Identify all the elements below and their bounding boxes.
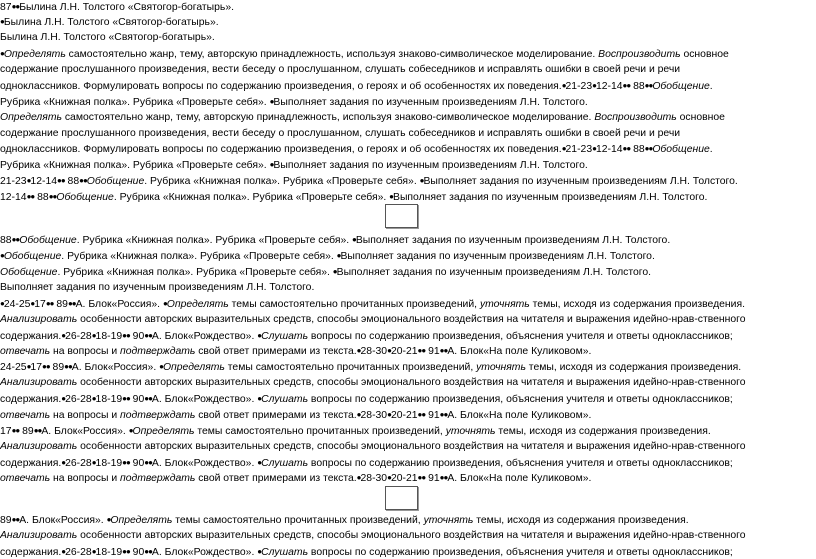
image-placeholder-box [385, 486, 418, 510]
text-line: одноклассников. Формулировать вопросы по содержанию произведения, о героях и об особенностях их поведения.●21-23●12-14●● 88●●Обобщение. [0, 144, 713, 155]
text-line: Анализировать особенности авторских выразительных средств, способы эмоционального воздействия на читателя и выражения идейно-нрав-ственного [0, 314, 746, 325]
text-line: содержания.●26-28●18-19●● 90●●А. Блок«Рождество». ●Слушать вопросы по содержанию произведения, объяснения учителя и ответы одноклассников; [0, 394, 733, 405]
text-line: Определять самостоятельно жанр, тему, авторскую принадлежность, используя знаково-символическое моделирование. Воспроизводить основное [0, 112, 725, 123]
text-line: содержания.●26-28●18-19●● 90●●А. Блок«Рождество». ●Слушать вопросы по содержанию произведения, объяснения учителя и ответы одноклассников; [0, 547, 733, 558]
text-line: Анализировать особенности авторских выразительных средств, способы эмоционального воздействия на читателя и выражения идейно-нрав-ственного [0, 530, 746, 541]
text-line: Рубрика «Книжная полка». Рубрика «Проверьте себя». ●Выполняет задания по изученным произведениям Л.Н. Толстого. [0, 97, 588, 108]
text-line: содержания.●26-28●18-19●● 90●●А. Блок«Рождество». ●Слушать вопросы по содержанию произведения, объяснения учителя и ответы одноклассников; [0, 331, 733, 342]
text-line: отвечать на вопросы и подтверждать свой ответ примерами из текста.●28-30●20-21●● 91●●А. Блок«На поле Куликовом». [0, 410, 592, 421]
text-line: содержание прослушанного произведения, вести беседу о прослушанном, слушать собеседников и исправлять ошибки в своей речи и речи [0, 64, 681, 75]
text-line: отвечать на вопросы и подтверждать свой ответ примерами из текста.●28-30●20-21●● 91●●А. Блок«На поле Куликовом». [0, 473, 592, 484]
text-line: отвечать на вопросы и подтверждать свой ответ примерами из текста.●28-30●20-21●● 91●●А. Блок«На поле Куликовом». [0, 346, 592, 357]
text-line: 88●●Обобщение. Рубрика «Книжная полка». Рубрика «Проверьте себя». ●Выполняет задания по изученным произведениям Л.Н. Толстого. [0, 235, 671, 246]
text-line: 87●●Былина Л.Н. Толстого «Святогор-богатырь». [0, 2, 235, 13]
text-line: Рубрика «Книжная полка». Рубрика «Проверьте себя». ●Выполняет задания по изученным произведениям Л.Н. Толстого. [0, 160, 588, 171]
text-line: одноклассников. Формулировать вопросы по содержанию произведения, о героях и об особенностях их поведения.●21-23●12-14●● 88●●Обобщение. [0, 81, 713, 92]
text-line: 17●● 89●●А. Блок«Россия». ●Определять темы самостоятельно прочитанных произведений, уточнять темы, исходя из содержания произведения. [0, 426, 711, 437]
text-line: содержания.●26-28●18-19●● 90●●А. Блок«Рождество». ●Слушать вопросы по содержанию произведения, объяснения учителя и ответы одноклассников; [0, 458, 733, 469]
text-line: ●Обобщение. Рубрика «Книжная полка». Рубрика «Проверьте себя». ●Выполняет задания по изученным произведениям Л.Н. Толстого. [0, 251, 655, 262]
text-line: 24-25●17●● 89●●А. Блок«Россия». ●Определять темы самостоятельно прочитанных произведений, уточнять темы, исходя из содержания произведения. [0, 362, 742, 373]
text-line: Обобщение. Рубрика «Книжная полка». Рубрика «Проверьте себя». ●Выполняет задания по изученным произведениям Л.Н. Толстого. [0, 267, 651, 278]
text-line: Выполняет задания по изученным произведениям Л.Н. Толстого. [0, 282, 315, 293]
text-line: ●Определять самостоятельно жанр, тему, авторскую принадлежность, используя знаково-символическое моделирование. Воспроизводить основное [0, 49, 729, 60]
text-line: 21-23●12-14●● 88●●Обобщение. Рубрика «Книжная полка». Рубрика «Проверьте себя». ●Выполняет задания по изученным произведениям Л.Н. Толстого. [0, 176, 738, 187]
text-line: ●24-25●17●● 89●●А. Блок«Россия». ●Определять темы самостоятельно прочитанных произведений, уточнять темы, исходя из содержания произведения. [0, 299, 745, 310]
text-line: 12-14●● 88●●Обобщение. Рубрика «Книжная полка». Рубрика «Проверьте себя». ●Выполняет задания по изученным произведениям Л.Н. Толстого. [0, 192, 708, 203]
text-line: Анализировать особенности авторских выразительных средств, способы эмоционального воздействия на читателя и выражения идейно-нрав-ственного [0, 441, 746, 452]
text-line: ●Былина Л.Н. Толстого «Святогор-богатырь». [0, 17, 219, 28]
image-placeholder-box [385, 204, 418, 228]
text-line: Былина Л.Н. Толстого «Святогор-богатырь». [0, 32, 215, 43]
text-line: 89●●А. Блок«Россия». ●Определять темы самостоятельно прочитанных произведений, уточнять темы, исходя из содержания произведения. [0, 515, 689, 526]
text-line: содержание прослушанного произведения, вести беседу о прослушанном, слушать собеседников и исправлять ошибки в своей речи и речи [0, 128, 681, 139]
text-line: Анализировать особенности авторских выразительных средств, способы эмоционального воздействия на читателя и выражения идейно-нрав-ственного [0, 377, 746, 388]
